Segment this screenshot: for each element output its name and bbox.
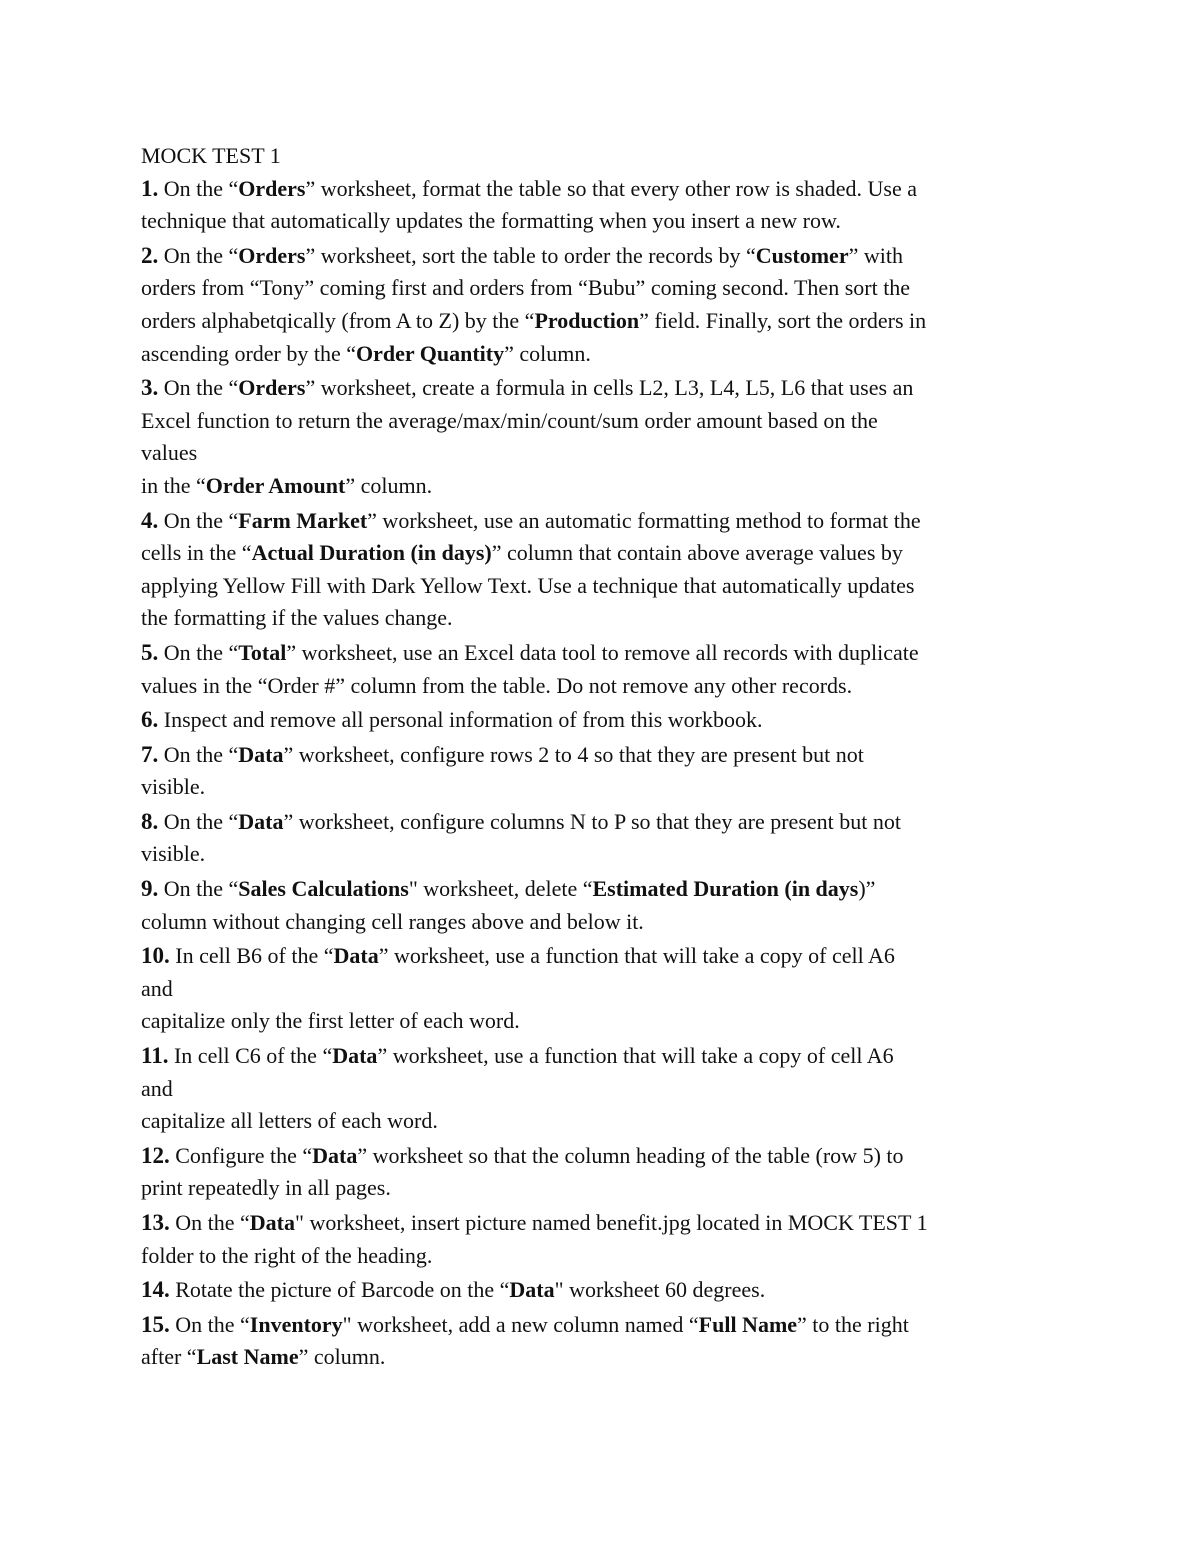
task-item: [141, 173, 1071, 238]
task-line: [141, 505, 1071, 538]
task-number: 3.: [141, 375, 159, 401]
task-line: [141, 873, 1071, 906]
task-text: On the “: [158, 876, 239, 902]
task-line: [141, 537, 1071, 570]
task-line: [141, 1240, 1071, 1273]
task-text: the formatting if the values change.: [141, 605, 453, 631]
task-text: applying Yellow Fill with Dark Yellow Text. Use a technique that automatically updates: [141, 572, 915, 598]
task-line: [141, 1309, 1071, 1342]
bold-term: Full Name: [698, 1311, 798, 1337]
task-text: ” column.: [345, 472, 433, 498]
task-text: In cell C6 of the “: [168, 1043, 333, 1069]
task-item: [141, 240, 1071, 370]
task-number: 11.: [141, 1043, 169, 1069]
task-line: [141, 570, 1071, 603]
bold-term: Orders: [238, 242, 306, 268]
task-item: [141, 1309, 1071, 1374]
task-line: [141, 437, 1071, 470]
document-page: [141, 140, 1071, 1376]
task-item: [141, 1140, 1071, 1205]
task-text: ” worksheet, format the table so that every other row is shaded. Use a: [305, 175, 918, 201]
bold-term: Data: [333, 943, 379, 969]
task-text: and: [141, 1075, 173, 1101]
bold-term: Last Name: [196, 1344, 299, 1370]
page-title: MOCK TEST 1: [141, 143, 281, 168]
task-text: ” worksheet, use an Excel data tool to remove all records with duplicate: [286, 639, 919, 665]
bold-term: Sales Calculations: [238, 876, 409, 902]
task-text: On the “: [169, 1210, 250, 1235]
task-text: values: [141, 440, 198, 466]
task-line: [141, 1140, 1071, 1173]
task-line: [141, 205, 1071, 238]
bold-term: Orders: [238, 375, 306, 401]
task-line: [141, 272, 1071, 305]
task-item: [141, 372, 1071, 502]
task-line: [141, 1341, 1071, 1374]
task-item: [141, 1207, 1071, 1272]
bold-term: Estimated Duration (in days: [592, 876, 859, 902]
task-text: ” with: [848, 242, 903, 268]
task-number: 6.: [141, 707, 159, 733]
task-number: 15.: [141, 1311, 170, 1337]
task-text: ” worksheet, sort the table to order the records by “: [305, 242, 756, 268]
task-line: [141, 1040, 1071, 1073]
task-text: ” column.: [298, 1344, 386, 1370]
bold-term: Data: [249, 1210, 295, 1235]
task-item: [141, 505, 1071, 635]
task-list: [141, 173, 1071, 1374]
task-line: [141, 739, 1071, 772]
bold-term: Order Amount: [205, 472, 346, 498]
task-text: ” worksheet, use a function that will take a copy of cell A6: [378, 943, 895, 969]
task-line: [141, 906, 1071, 939]
task-text: On the “: [158, 741, 239, 767]
task-text: ” to the right: [797, 1311, 909, 1337]
bold-term: Total: [238, 639, 287, 665]
task-text: folder to the right of the heading.: [141, 1242, 433, 1268]
task-number: 13.: [141, 1210, 170, 1235]
task-text: " worksheet, delete “: [408, 876, 593, 902]
task-line: [141, 940, 1071, 973]
task-text: visible.: [141, 841, 206, 867]
task-text: Inspect and remove all personal information of from this workbook.: [158, 707, 763, 733]
task-text: visible.: [141, 774, 206, 800]
task-text: column without changing cell ranges above and below it.: [141, 908, 644, 934]
task-text: ” worksheet, configure columns N to P so that they are present but not: [283, 808, 901, 834]
bold-term: Order Quantity: [356, 340, 505, 366]
task-text: orders from “Tony” coming first and orders from “Bubu” coming second. Then sort the: [141, 275, 911, 301]
task-item: [141, 806, 1071, 871]
task-item: [141, 1040, 1071, 1138]
task-text: On the “: [158, 375, 239, 401]
task-text: capitalize only the first letter of each word.: [141, 1008, 520, 1034]
bold-term: Farm Market: [238, 507, 368, 533]
task-line: [141, 973, 1071, 1006]
bold-term: Data: [238, 808, 284, 834]
task-text: )”: [858, 876, 876, 902]
task-text: " worksheet 60 degrees.: [554, 1277, 766, 1303]
task-line: [141, 1207, 1071, 1240]
task-text: On the “: [158, 175, 239, 201]
task-number: 10.: [141, 943, 170, 969]
task-item: [141, 1274, 1071, 1307]
task-line: [141, 405, 1071, 438]
task-number: 7.: [141, 741, 159, 767]
task-text: On the “: [158, 507, 239, 533]
task-text: ” worksheet, configure rows 2 to 4 so that they are present but not: [283, 741, 864, 767]
task-line: [141, 602, 1071, 635]
task-text: values in the “Order #” column from the table. Do not remove any other records.: [141, 672, 853, 698]
task-text: orders alphabetqically (from A to Z) by the “: [141, 307, 535, 333]
task-text: ” worksheet, use a function that will take a copy of cell A6: [377, 1043, 894, 1069]
task-number: 5.: [141, 639, 159, 665]
task-number: 12.: [141, 1142, 170, 1168]
task-text: ” field. Finally, sort the orders in: [639, 307, 927, 333]
task-line: [141, 240, 1071, 273]
task-line: [141, 1073, 1071, 1106]
task-item: [141, 940, 1071, 1038]
bold-term: Inventory: [249, 1311, 343, 1337]
task-item: [141, 704, 1071, 737]
task-line: [141, 1105, 1071, 1138]
task-line: [141, 670, 1071, 703]
task-text: " worksheet, insert picture named benefit.jpg located in MOCK TEST 1: [295, 1210, 928, 1235]
task-line: [141, 372, 1071, 405]
task-line: [141, 338, 1071, 371]
bold-term: Data: [312, 1142, 358, 1168]
task-text: In cell B6 of the “: [169, 943, 334, 969]
task-text: ” worksheet, use an automatic formatting method to format the: [367, 507, 921, 533]
task-line: [141, 173, 1071, 206]
task-text: " worksheet, add a new column named “: [342, 1311, 699, 1337]
task-line: [141, 470, 1071, 503]
task-line: [141, 704, 1071, 737]
task-number: 4.: [141, 507, 159, 533]
task-text: technique that automatically updates the formatting when you insert a new row.: [141, 208, 841, 234]
task-text: ” column.: [504, 340, 591, 366]
task-item: [141, 739, 1071, 804]
task-line: [141, 637, 1071, 670]
bold-term: Data: [332, 1043, 378, 1069]
task-line: [141, 305, 1071, 338]
task-line: [141, 806, 1071, 839]
task-text: and: [141, 975, 173, 1001]
task-line: [141, 838, 1071, 871]
task-text: On the “: [158, 808, 239, 834]
task-number: 2.: [141, 242, 159, 268]
task-text: in the “: [141, 472, 206, 498]
task-line: [141, 1172, 1071, 1205]
bold-term: Orders: [238, 175, 306, 201]
task-text: ” worksheet, create a formula in cells L2, L3, L4, L5, L6 that uses an: [305, 375, 914, 401]
task-line: [141, 1274, 1071, 1307]
bold-term: Production: [534, 307, 640, 333]
task-text: On the “: [169, 1311, 250, 1337]
task-text: On the “: [158, 242, 239, 268]
task-text: ” column that contain above average values by: [491, 540, 903, 566]
task-line: [141, 1005, 1071, 1038]
task-number: 1.: [141, 175, 159, 201]
task-number: 14.: [141, 1277, 170, 1303]
task-text: On the “: [158, 639, 239, 665]
bold-term: Customer: [755, 242, 849, 268]
bold-term: Data: [509, 1277, 555, 1303]
task-text: Configure the “: [169, 1142, 313, 1168]
task-item: [141, 637, 1071, 702]
task-number: 9.: [141, 876, 159, 902]
task-text: print repeatedly in all pages.: [141, 1175, 391, 1201]
task-text: cells in the “: [141, 540, 252, 566]
task-item: [141, 873, 1071, 938]
task-text: ascending order by the “: [141, 340, 357, 366]
task-text: capitalize all letters of each word.: [141, 1108, 438, 1134]
bold-term: Actual Duration (in days): [251, 540, 492, 566]
task-number: 8.: [141, 808, 159, 834]
task-text: Rotate the picture of Barcode on the “: [169, 1277, 510, 1303]
bold-term: Data: [238, 741, 284, 767]
task-text: after “: [141, 1344, 197, 1370]
task-line: [141, 771, 1071, 804]
task-text: ” worksheet so that the column heading of the table (row 5) to: [357, 1142, 904, 1168]
task-text: Excel function to return the average/max/min/count/sum order amount based on the: [141, 407, 878, 433]
